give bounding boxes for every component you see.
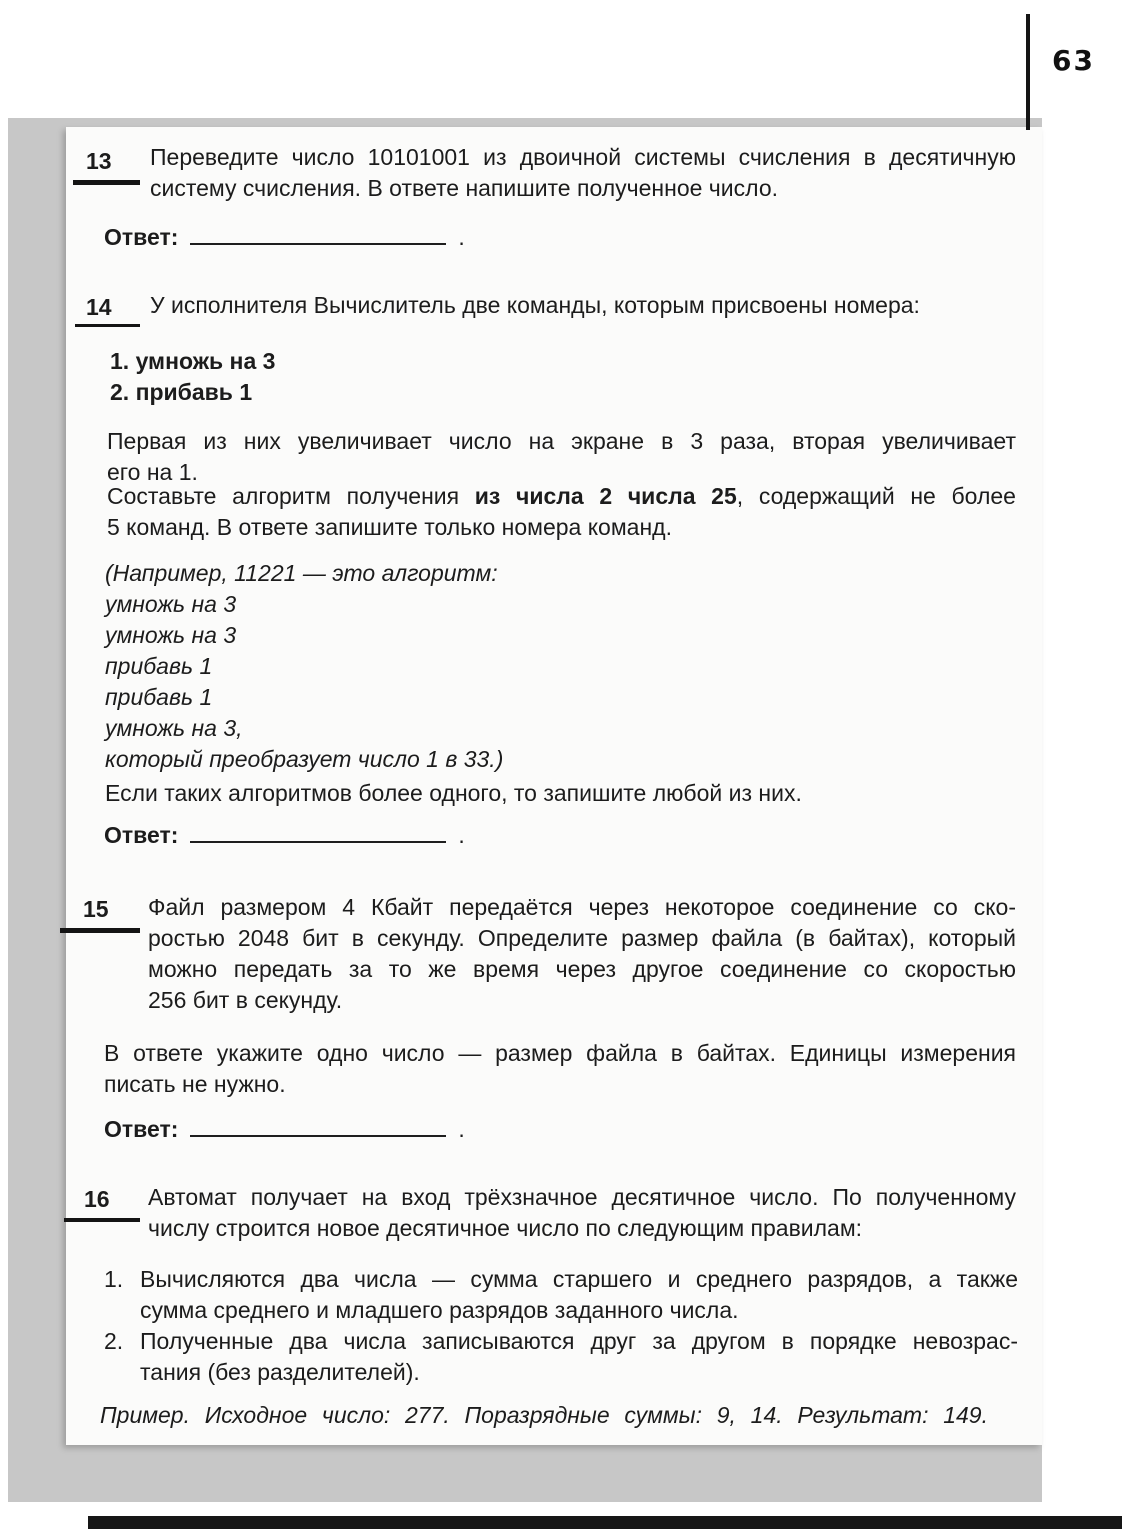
paragraph-line: писать не нужно. (104, 1071, 286, 1097)
problem-14-number: 14 (86, 294, 112, 320)
task-text-bold: из числа 2 числа 25 (474, 483, 737, 509)
problem-14-number-rule (75, 324, 140, 327)
command-list (110, 346, 275, 408)
example-line: прибавь 1 (105, 653, 213, 679)
statement-line: можно передать за то же время через другое соединение со скоростью (148, 956, 1016, 982)
statement-line: систему счисления. В ответе напишите полученное число. (150, 175, 778, 201)
problem-14-intro: У исполнителя Вычислитель две команды, которым присвоены номера: (150, 292, 920, 318)
rule-item-1 (104, 1264, 1018, 1326)
statement-line: 256 бит в секунду. (148, 987, 343, 1013)
problem-14-paragraph-2 (107, 481, 1016, 543)
task-text-pre: Составьте алгоритм получения (107, 483, 475, 509)
problem-16-number: 16 (84, 1186, 110, 1212)
answer-label: Ответ: (104, 1116, 179, 1142)
rule-line: сумма среднего и младшего разрядов заданного числа. (140, 1297, 739, 1323)
paragraph-line: В ответе укажите одно число — размер файла в байтах. Единицы измерения (104, 1040, 1016, 1066)
statement-line: Автомат получает на вход трёхзначное десятичное число. По полученному (148, 1184, 1016, 1210)
page-edge-rule (1026, 14, 1030, 130)
answer-blank (190, 829, 446, 843)
problem-14-example (105, 558, 1014, 775)
problem-16-example: Пример. Исходное число: 277. Поразрядные суммы: 9, 14. Результат: 149. (100, 1402, 988, 1428)
task-text-post: , содержащий не более (736, 483, 1016, 509)
paragraph-line: 5 команд. В ответе запишите только номера команд. (107, 514, 672, 540)
example-line: умножь на 3, (105, 715, 243, 741)
command-1: 1. умножь на 3 (110, 348, 276, 374)
problem-15-number: 15 (83, 896, 109, 922)
example-line: который преобразует число 1 в 33.) (105, 746, 504, 772)
problem-13-statement (150, 142, 1016, 204)
paragraph-line: Первая из них увеличивает число на экране в 3 раза, вторая увеличивает (107, 428, 1016, 454)
command-2: 2. прибавь 1 (110, 379, 253, 405)
rule-item-2 (104, 1326, 1018, 1388)
problem-14-note: Если таких алгоритмов более одного, то запишите любой из них. (105, 780, 802, 806)
problem-14-answer-row (104, 820, 465, 851)
paragraph-line (107, 481, 1016, 512)
answer-blank (190, 231, 446, 245)
answer-label: Ответ: (104, 224, 179, 250)
example-line: умножь на 3 (105, 591, 237, 617)
page-number: 63 (1052, 44, 1095, 77)
answer-period: . (458, 822, 465, 848)
problem-13-answer-row (104, 222, 465, 253)
problem-14-paragraph-1 (107, 426, 1016, 488)
problem-15-statement (148, 892, 1016, 1016)
rule-line: Вычисляются два числа — сумма старшего и среднего разрядов, а также (140, 1266, 1018, 1292)
answer-period: . (458, 1116, 465, 1142)
statement-line: ростью 2048 бит в секунду. Определите размер файла (в байтах), который (148, 925, 1016, 951)
statement-line: числу строится новое десятичное число по следующим правилам: (148, 1215, 863, 1241)
answer-blank (190, 1123, 446, 1137)
problem-13-number-rule (73, 180, 140, 185)
paragraph-line: его на 1. (107, 459, 198, 485)
rule-line: тания (без разделителей). (140, 1359, 420, 1385)
problem-13-number: 13 (86, 148, 112, 174)
rule-line: Полученные два числа записываются друг за другом в порядке невозрас- (140, 1328, 1018, 1354)
example-line: умножь на 3 (105, 622, 237, 648)
example-line: (Например, 11221 — это алгоритм: (105, 560, 498, 586)
problem-16-rules-list (104, 1264, 1018, 1388)
problem-15-number-rule (60, 928, 140, 933)
problem-16-statement (148, 1182, 1016, 1244)
rule-item-marker: 2. (104, 1328, 124, 1354)
statement-line: Файл размером 4 Кбайт передаётся через некоторое соединение со ско- (148, 894, 1016, 920)
problem-15-paragraph (104, 1038, 1016, 1100)
problem-16-number-rule (64, 1218, 140, 1222)
answer-period: . (458, 224, 465, 250)
problem-15-answer-row (104, 1114, 465, 1145)
example-line: прибавь 1 (105, 684, 213, 710)
answer-label: Ответ: (104, 822, 179, 848)
statement-line: Переведите число 10101001 из двоичной системы счисления в десятичную (150, 144, 1016, 170)
rule-item-marker: 1. (104, 1266, 124, 1292)
scan-bottom-edge (88, 1516, 1122, 1529)
